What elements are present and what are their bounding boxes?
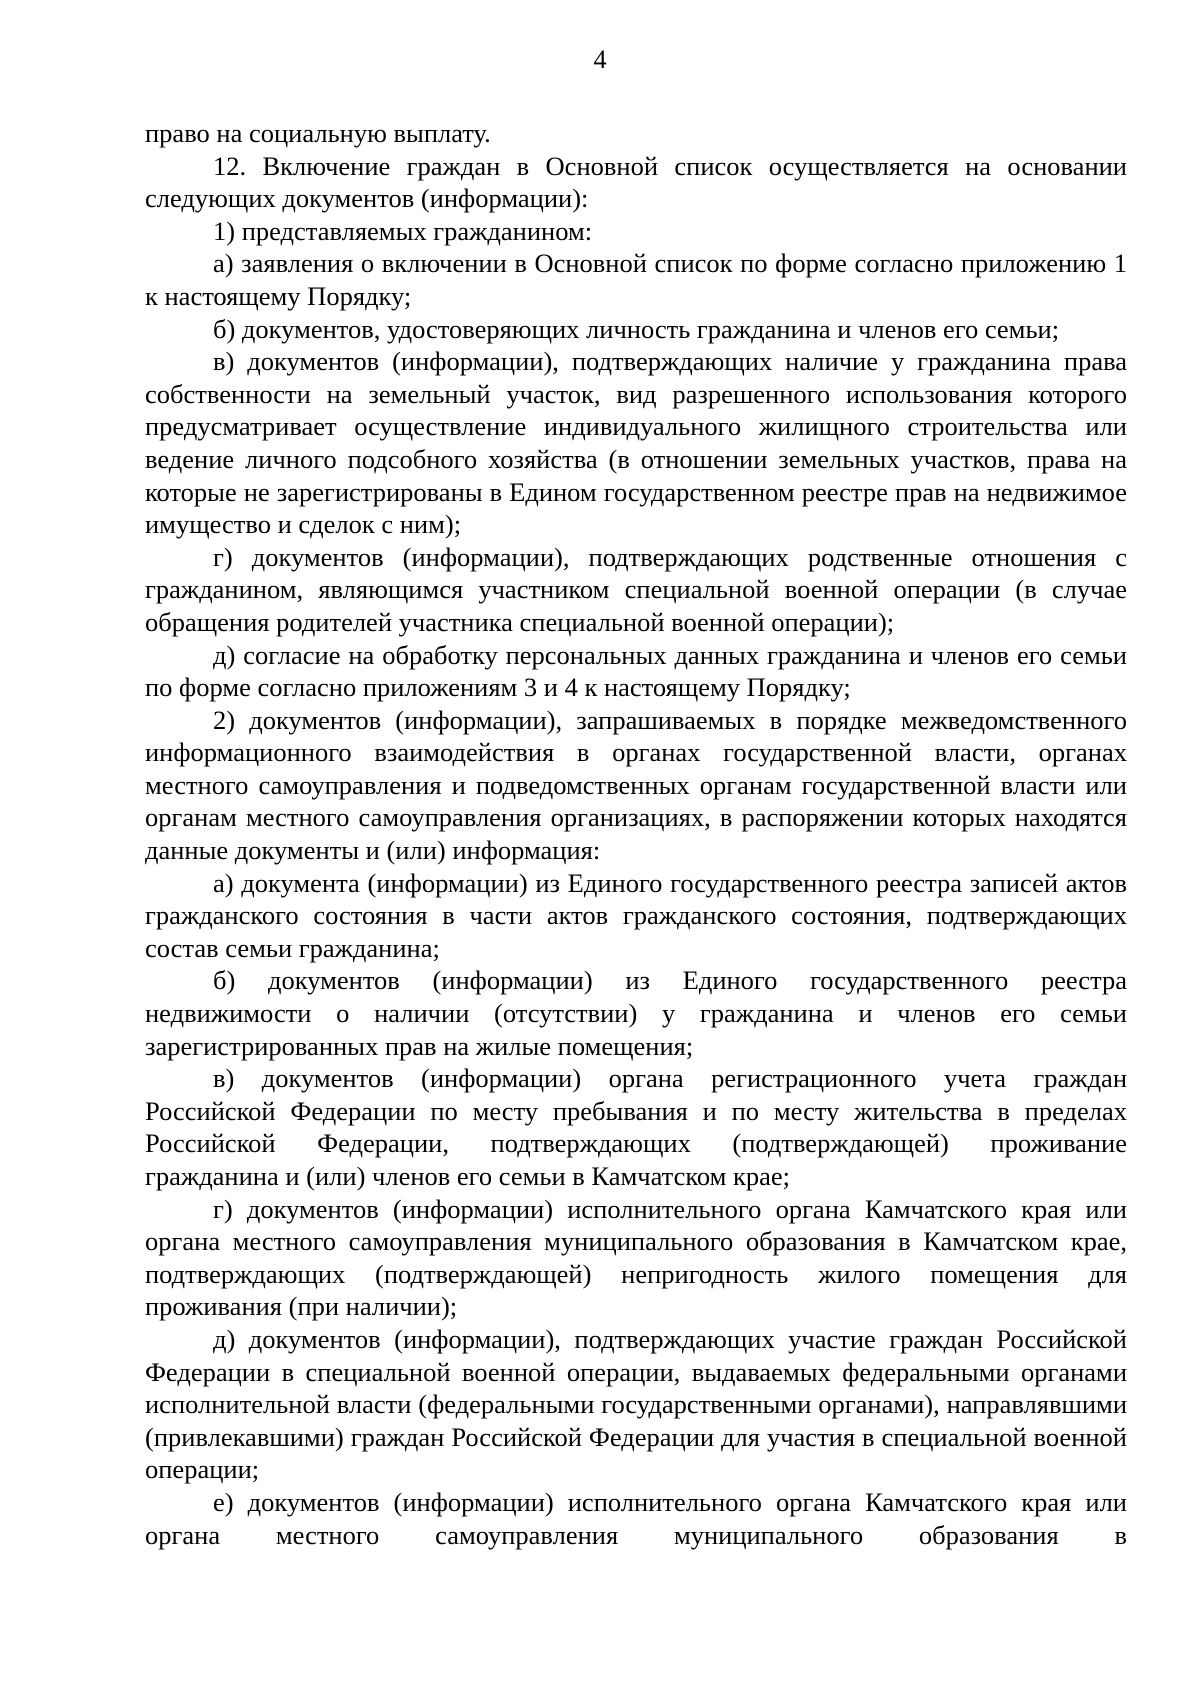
paragraph-item-1v: в) документов (информации), подтверждающих наличие у гражданина права собственности на земельный участок, вид разрешенного использования которого предусматривает осуществление индивидуального жилищного строительства или ведение личного подсобного хозяйства (в отношении земельных участков, права на которые не зарегистрированы в Едином государственном реестре прав на недвижимое имущество и сделок с ним); (145, 346, 1127, 540)
paragraph-item-2a: а) документа (информации) из Единого государственного реестра записей актов гражданского состояния в части актов гражданского состояния, подтверждающих состав семьи гражданина; (145, 867, 1127, 963)
paragraph-continuation: право на социальную выплату. (145, 118, 491, 148)
paragraph-clause-12: 12. Включение граждан в Основной список осуществляется на основании следующих документов (информации): (145, 150, 1127, 214)
paragraph-item-2b: б) документов (информации) из Единого государственного реестра недвижимости о наличии (отсутствии) у гражданина и членов его семьи зарегистрированных прав на жилые помещения; (145, 965, 1127, 1061)
paragraph-item-2g: г) документов (информации) исполнительного органа Камчатского края или органа местного самоуправления муниципального образования в Камчатском крае, подтверждающих (подтверждающей) непригодность жилого помещения для проживания (при наличии); (145, 1193, 1127, 1322)
paragraph-item-2d: д) документов (информации), подтверждающих участие граждан Российской Федерации в специальной военной операции, выдаваемых федеральными органами исполнительной власти (федеральными государственными органами), направлявшими (привлекавшими) граждан Российской Федерации для участия в специальной военной операции; (145, 1323, 1127, 1485)
paragraph-item-2v: в) документов (информации) органа регистрационного учета граждан Российской Федерации по месту пребывания и по месту жительства в пределах Российской Федерации, подтверждающих (подтверждающей) проживание гражданина и (или) членов его семьи в Камчатском крае; (145, 1063, 1127, 1191)
paragraph-item-2: 2) документов (информации), запрашиваемых в порядке межведомственного информационного взаимодействия в органах государственной власти, органах местного самоуправления и подведомственных органам государственной власти или органам местного самоуправления организациях, в распоряжении которых находятся данные документы и (или) информация: (145, 704, 1127, 866)
paragraph-item-1g: г) документов (информации), подтверждающих родственные отношения с гражданином, являющимся участником специальной военной операции (в случае обращения родителей участника специальной военной операции); (145, 541, 1127, 637)
paragraph-item-1b: б) документов, удостоверяющих личность гражданина и членов его семьи; (213, 313, 1060, 344)
document-body (145, 117, 1127, 1551)
paragraph-item-1d: д) согласие на обработку персональных данных гражданина и членов его семьи по форме согласно приложениям 3 и 4 к настоящему Порядку; (145, 639, 1127, 703)
page-number: 4 (593, 45, 607, 74)
paragraph-item-2e: е) документов (информации) исполнительного органа Камчатского края или органа местного самоуправления муниципального образования в (145, 1486, 1127, 1550)
paragraph-item-1: 1) представляемых гражданином: (213, 215, 593, 246)
paragraph-item-1a: а) заявления о включении в Основной список по форме согласно приложению 1 к настоящему Порядку; (145, 248, 1127, 311)
